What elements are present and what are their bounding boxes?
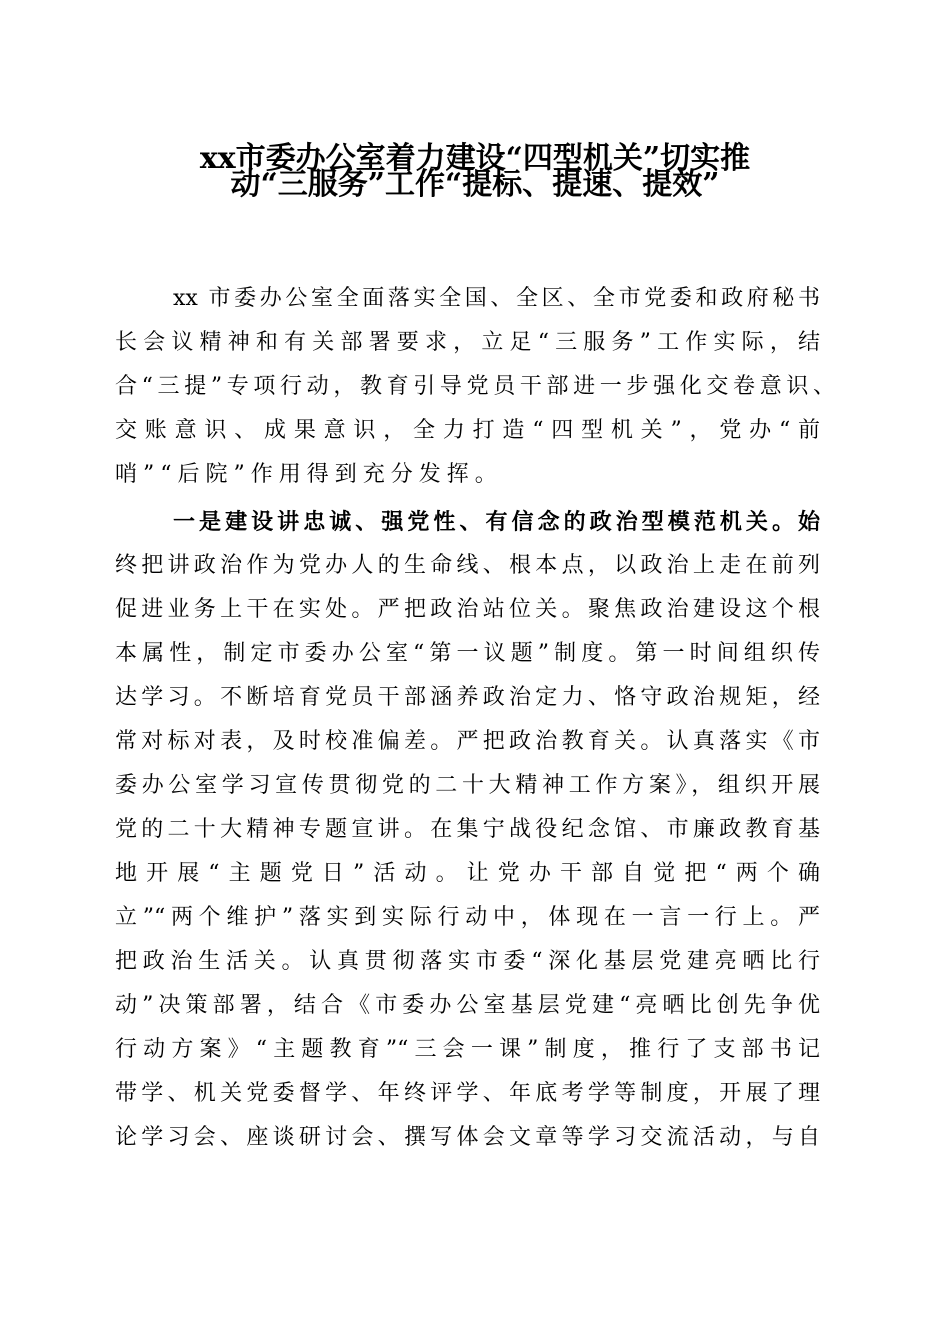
text-line: 合“三提”专项行动，教育引导党员干部进一步强化交卷意识、: [115, 374, 835, 399]
text-line: 哨”“后院”作用得到充分发挥。: [115, 462, 503, 487]
text-line: 达学习。不断培育党员干部涵养政治定力、恪守政治规矩，经: [115, 685, 820, 710]
text-line: 论学习会、座谈研讨会、撰写体会文章等学习交流活动，与自: [115, 1125, 820, 1150]
document-title-line-2: 动“三服务”工作“提标、提速、提效”: [230, 167, 720, 202]
text-line: 动”决策部署，结合《市委办公室基层党建“亮晒比创先争优: [115, 993, 820, 1018]
text-line: 委办公室学习宣传贯彻党的二十大精神工作方案》，组织开展: [115, 773, 820, 798]
text-line: 本属性，制定市委办公室“第一议题”制度。第一时间组织传: [115, 641, 820, 666]
document-title-line-1: xx市委办公室着力建设“四型机关”切实推: [199, 141, 751, 176]
text-line: 地开展“主题党日”活动。让党办干部自觉把“两个确: [115, 861, 820, 886]
text-line: 党的二十大精神专题宣讲。在集宁战役纪念馆、市廉政教育基: [115, 817, 820, 842]
text-line: 立”“两个维护”落实到实际行动中，体现在一言一行上。严: [115, 905, 820, 930]
text-line: 带学、机关党委督学、年终评学、年底考学等制度，开展了理: [115, 1081, 820, 1106]
text-line: 行动方案》“主题教育”“三会一课”制度，推行了支部书记: [115, 1037, 820, 1062]
text-line-heading: 一是建设讲忠诚、强党性、有信念的政治型模范机关。始: [173, 509, 820, 535]
text-line: 终把讲政治作为党办人的生命线、根本点，以政治上走在前列: [115, 553, 820, 578]
text-line: 促进业务上干在实处。严把政治站位关。聚焦政治建设这个根: [115, 597, 820, 622]
text-line: xx 市委办公室全面落实全国、全区、全市党委和政府秘书: [173, 286, 820, 311]
text-line: 常对标对表，及时校准偏差。严把政治教育关。认真落实《市: [115, 729, 820, 754]
paragraph-intro: [115, 277, 835, 497]
text-line: 把政治生活关。认真贯彻落实市委“深化基层党建亮晒比行: [115, 949, 820, 974]
text-line: 长会议精神和有关部署要求，立足“三服务”工作实际，结: [115, 330, 820, 355]
text-line: 交账意识、成果意识，全力打造“四型机关”，党办“前: [115, 418, 820, 443]
paragraph-political-organ: [115, 500, 820, 1160]
